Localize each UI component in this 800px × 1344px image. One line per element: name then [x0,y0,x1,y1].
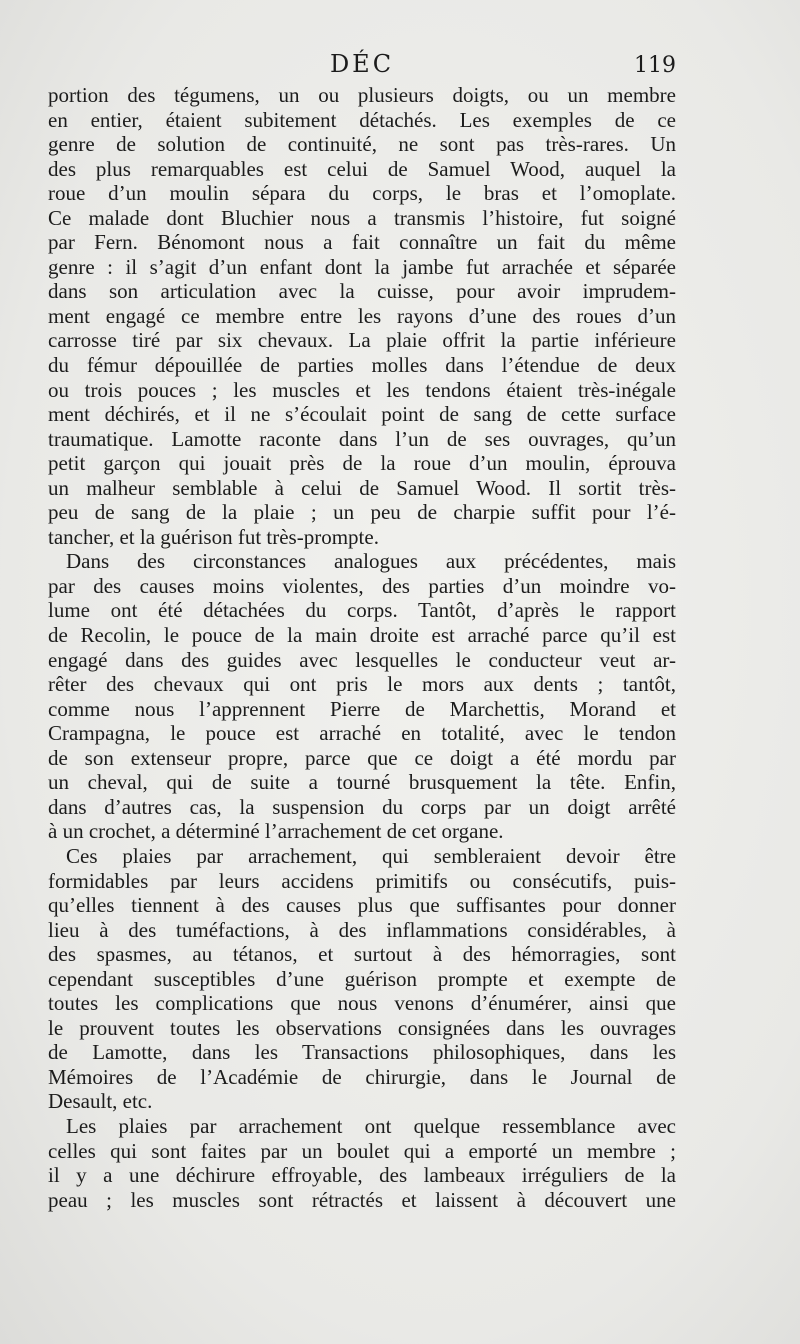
text-line: de Lamotte, dans les Transactions philosophiques, dans les [48,1040,676,1065]
text-line: portion des tégumens, un ou plusieurs doigts, ou un membre [48,83,676,107]
text-line: du fémur dépouillée de parties molles dans l’étendue de deux [48,353,676,378]
text-line: comme nous l’apprennent Pierre de Marchettis, Morand et [48,696,676,721]
text-line: lume ont été détachées du corps. Tantôt, d’après le rapport [48,598,676,623]
text-line: en entier, étaient subitement détachés. Les exemples de ce [48,107,676,132]
text-line: rêter des chevaux qui ont pris le mors aux dents ; tantôt, [48,672,676,697]
text-line: de Recolin, le pouce de la main droite est arraché parce qu’il est [48,623,676,648]
text-line: traumatique. Lamotte raconte dans l’un de ses ouvrages, qu’un [48,426,676,451]
text-line: il y a une déchirure effroyable, des lambeaux irréguliers de la [48,1163,676,1188]
text-line: cependant susceptibles d’une guérison prompte et exempte de [48,966,676,991]
text-line: engagé dans des guides avec lesquelles le conducteur veut ar- [48,647,676,672]
text-line: Mémoires de l’Académie de chirurgie, dans le Journal de [48,1064,676,1089]
text-line: de son extenseur propre, parce que ce doigt a été mordu par [48,745,676,770]
text-line: dans d’autres cas, la suspension du corps par un doigt arrêté [48,794,676,819]
text-line: Crampagna, le pouce est arraché en totalité, avec le tendon [48,721,676,746]
text-line: un cheval, qui de suite a tourné brusquement la tête. Enfin, [48,770,676,795]
text-line: genre de solution de continuité, ne sont pas très-rares. Un [48,132,676,157]
text-line: tancher, et la guérison fut très-prompte. [48,524,379,549]
text-line: ment engagé ce membre entre les rayons d’une des roues d’un [48,303,676,328]
text-line: Ce malade dont Bluchier nous a transmis l’histoire, fut soigné [48,205,676,230]
text-line: Desault, etc. [48,1089,153,1114]
text-line: Dans des circonstances analogues aux précédentes, mais [66,549,676,574]
page-number: 119 [634,53,676,78]
text-line: par Fern. Bénomont nous a fait connaître un fait du même [48,230,676,255]
text-line: toutes les complications que nous venons d’énumérer, ainsi que [48,991,676,1016]
text-line: celles qui sont faites par un boulet qui a emporté un membre ; [48,1138,676,1163]
text-line: un malheur semblable à celui de Samuel Wood. Il sortit très- [48,475,676,500]
text-line: ou trois pouces ; les muscles et les tendons étaient très-inégale [48,377,676,402]
text-line: des spasmes, au tétanos, et surtout à des hémorragies, sont [48,942,676,967]
text-line: dans son articulation avec la cuisse, pour avoir imprudem- [48,279,676,304]
text-line: par des causes moins violentes, des parties d’un moindre vo- [48,573,676,598]
text-line: Ces plaies par arrachement, qui sembleraient devoir être [66,843,676,868]
text-line: genre : il s’agit d’un enfant dont la jambe fut arrachée et séparée [48,254,676,279]
text-line: carrosse tiré par six chevaux. La plaie offrit la partie inférieure [48,328,676,353]
text-line: le prouvent toutes les observations consignées dans les ouvrages [48,1015,676,1040]
text-line: lieu à des tuméfactions, à des inflammations considérables, à [48,917,676,942]
text-line: à un crochet, a déterminé l’arrachement de cet organe. [48,819,504,844]
text-line: roue d’un moulin sépara du corps, le bras et l’omoplate. [48,181,676,206]
page-header [48,48,676,80]
text-line: peau ; les muscles sont rétractés et laissent à découvert une [48,1187,676,1212]
text-line: Les plaies par arrachement ont quelque ressemblance avec [66,1113,676,1138]
running-head: DÉC [329,50,395,78]
text-line: petit garçon qui jouait près de la roue d’un moulin, éprouva [48,451,676,476]
body-text [48,83,676,1212]
text-line: des plus remarquables est celui de Samuel Wood, auquel la [48,156,676,181]
text-line: ment déchirés, et il ne s’écoulait point de sang de cette surface [48,402,676,427]
text-line: peu de sang de la plaie ; un peu de charpie suffit pour l’é- [48,500,676,525]
text-line: formidables par leurs accidens primitifs ou consécutifs, puis- [48,868,676,893]
text-line: qu’elles tiennent à des causes plus que suffisantes pour donner [48,893,676,918]
